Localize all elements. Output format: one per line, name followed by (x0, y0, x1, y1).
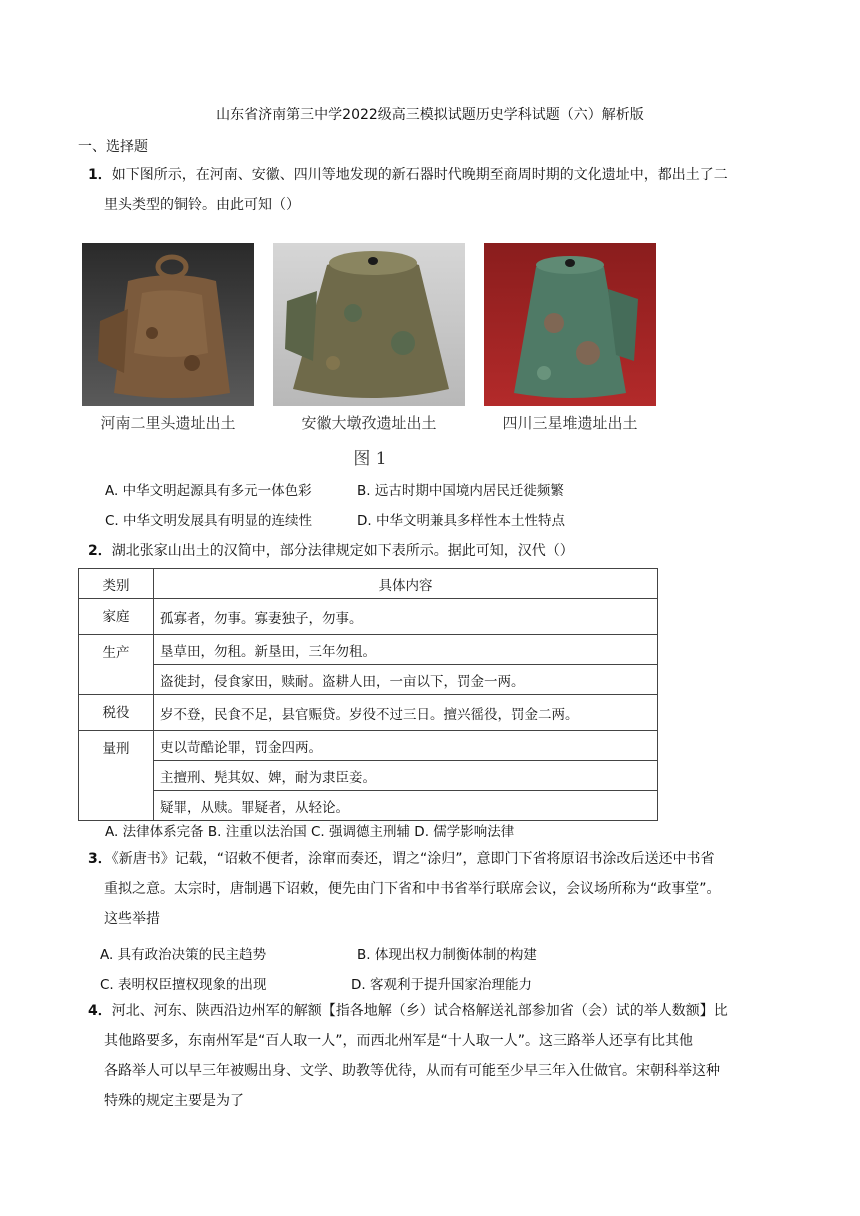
table-cell: 吏以苛酷论罪，罚金四两。 (154, 731, 658, 761)
table-header-category: 类别 (79, 569, 154, 599)
table-row (79, 665, 658, 695)
table-header-row (79, 569, 658, 599)
q1-option-b[interactable]: B. 远古时期中国境内居民迁徙频繁 (357, 483, 564, 499)
table-cell: 疑罪，从赎。罪疑者，从轻论。 (154, 791, 658, 821)
question-1 (88, 160, 788, 220)
table-cell: 孤寡者，勿事。寡妻独子，勿事。 (154, 599, 658, 635)
q2-options[interactable]: A. 法律体系完备 B. 注重以法治国 C. 强调德主刑辅 D. 儒学影响法律 (105, 824, 515, 840)
page-title: 山东省济南第三中学2022级高三模拟试题历史学科试题（六）解析版 (216, 107, 644, 123)
bell-photo-sanxingdui (484, 243, 656, 406)
question-text-cont: 其他路要多，东南州军是“百人取一人”，而西北州军是“十人取一人”。这三路举人还享有比其他 (104, 1033, 694, 1049)
question-number: 2． (88, 543, 112, 559)
table-header-content: 具体内容 (154, 569, 658, 599)
table-category: 生产 (79, 635, 154, 695)
q3-option-d[interactable]: D. 客观利于提升国家治理能力 (351, 977, 532, 993)
question-text: 湖北张家山出土的汉简中，部分法律规定如下表所示。据此可知，汉代（） (111, 543, 574, 559)
table-row (79, 635, 658, 665)
table-row (79, 731, 658, 761)
table-row (79, 761, 658, 791)
question-text: 《新唐书》记载，“诏敕不便者，涂窜而奏还，谓之“涂归”，意即门下省将原诏书涂改后送还中书省 (111, 851, 715, 867)
q3-option-b[interactable]: B. 体现出权力制衡体制的构建 (357, 947, 537, 963)
bell-photo-erlitou (82, 243, 254, 406)
question-2 (88, 536, 788, 566)
q1-option-a[interactable]: A. 中华文明起源具有多元一体色彩 (105, 483, 312, 499)
figure-caption-3: 四川三星堆遗址出土 (502, 414, 638, 432)
question-text-cont: 重拟之意。太宗时，唐制遇下诏敕，便先由门下省和中书省举行联席会议，会议场所称为“政事堂”。 (104, 881, 721, 897)
table-row (79, 695, 658, 731)
question-text: 河北、河东、陕西沿边州军的解额【指各地解（乡）试合格解送礼部参加省（会）试的举人数额】比 (111, 1003, 728, 1019)
question-4 (88, 996, 788, 1116)
table-cell: 岁不登，民食不足，县官赈贷。岁役不过三日。擅兴徭役，罚金二两。 (154, 695, 658, 731)
table-row (79, 599, 658, 635)
question-text-cont: 各路举人可以早三年被赐出身、文学、助教等优待，从而有可能至少早三年入仕做官。宋朝科举这种 (104, 1063, 720, 1079)
q1-option-c[interactable]: C. 中华文明发展具有明显的连续性 (105, 513, 313, 529)
figure-caption-1: 河南二里头遗址出土 (100, 414, 236, 432)
q1-option-d[interactable]: D. 中华文明兼具多样性本土性特点 (357, 513, 565, 529)
q3-option-c[interactable]: C. 表明权臣擅权现象的出现 (100, 977, 267, 993)
table-cell: 主擅刑、髡其奴、婢，耐为隶臣妾。 (154, 761, 658, 791)
question-text: 如下图所示，在河南、安徽、四川等地发现的新石器时代晚期至商周时期的文化遗址中，都出土了二 (111, 167, 728, 183)
table-category: 税役 (79, 695, 154, 731)
section-heading: 一、选择题 (78, 139, 148, 155)
question-3 (88, 844, 788, 934)
figure-caption-2: 安徽大墩孜遗址出土 (301, 414, 437, 432)
table-category: 家庭 (79, 599, 154, 635)
law-table (78, 568, 658, 821)
question-number: 3． (88, 851, 112, 867)
bell-photo-dadunzi (273, 243, 465, 406)
table-cell: 盗徙封，侵食家田，赎耐。盗耕人田，一亩以下，罚金一两。 (154, 665, 658, 695)
question-text-cont: 特殊的规定主要是为了 (104, 1093, 244, 1109)
table-row (79, 791, 658, 821)
table-cell: 垦草田，勿租。新垦田，三年勿租。 (154, 635, 658, 665)
question-text-cont: 里头类型的铜铃。由此可知（） (104, 197, 300, 213)
question-text-cont: 这些举措 (104, 911, 160, 927)
question-number: 4． (88, 1003, 112, 1019)
figure-label: 图 1 (353, 449, 387, 469)
q3-option-a[interactable]: A. 具有政治决策的民主趋势 (100, 947, 267, 963)
question-number: 1． (88, 167, 112, 183)
table-category: 量刑 (79, 731, 154, 821)
